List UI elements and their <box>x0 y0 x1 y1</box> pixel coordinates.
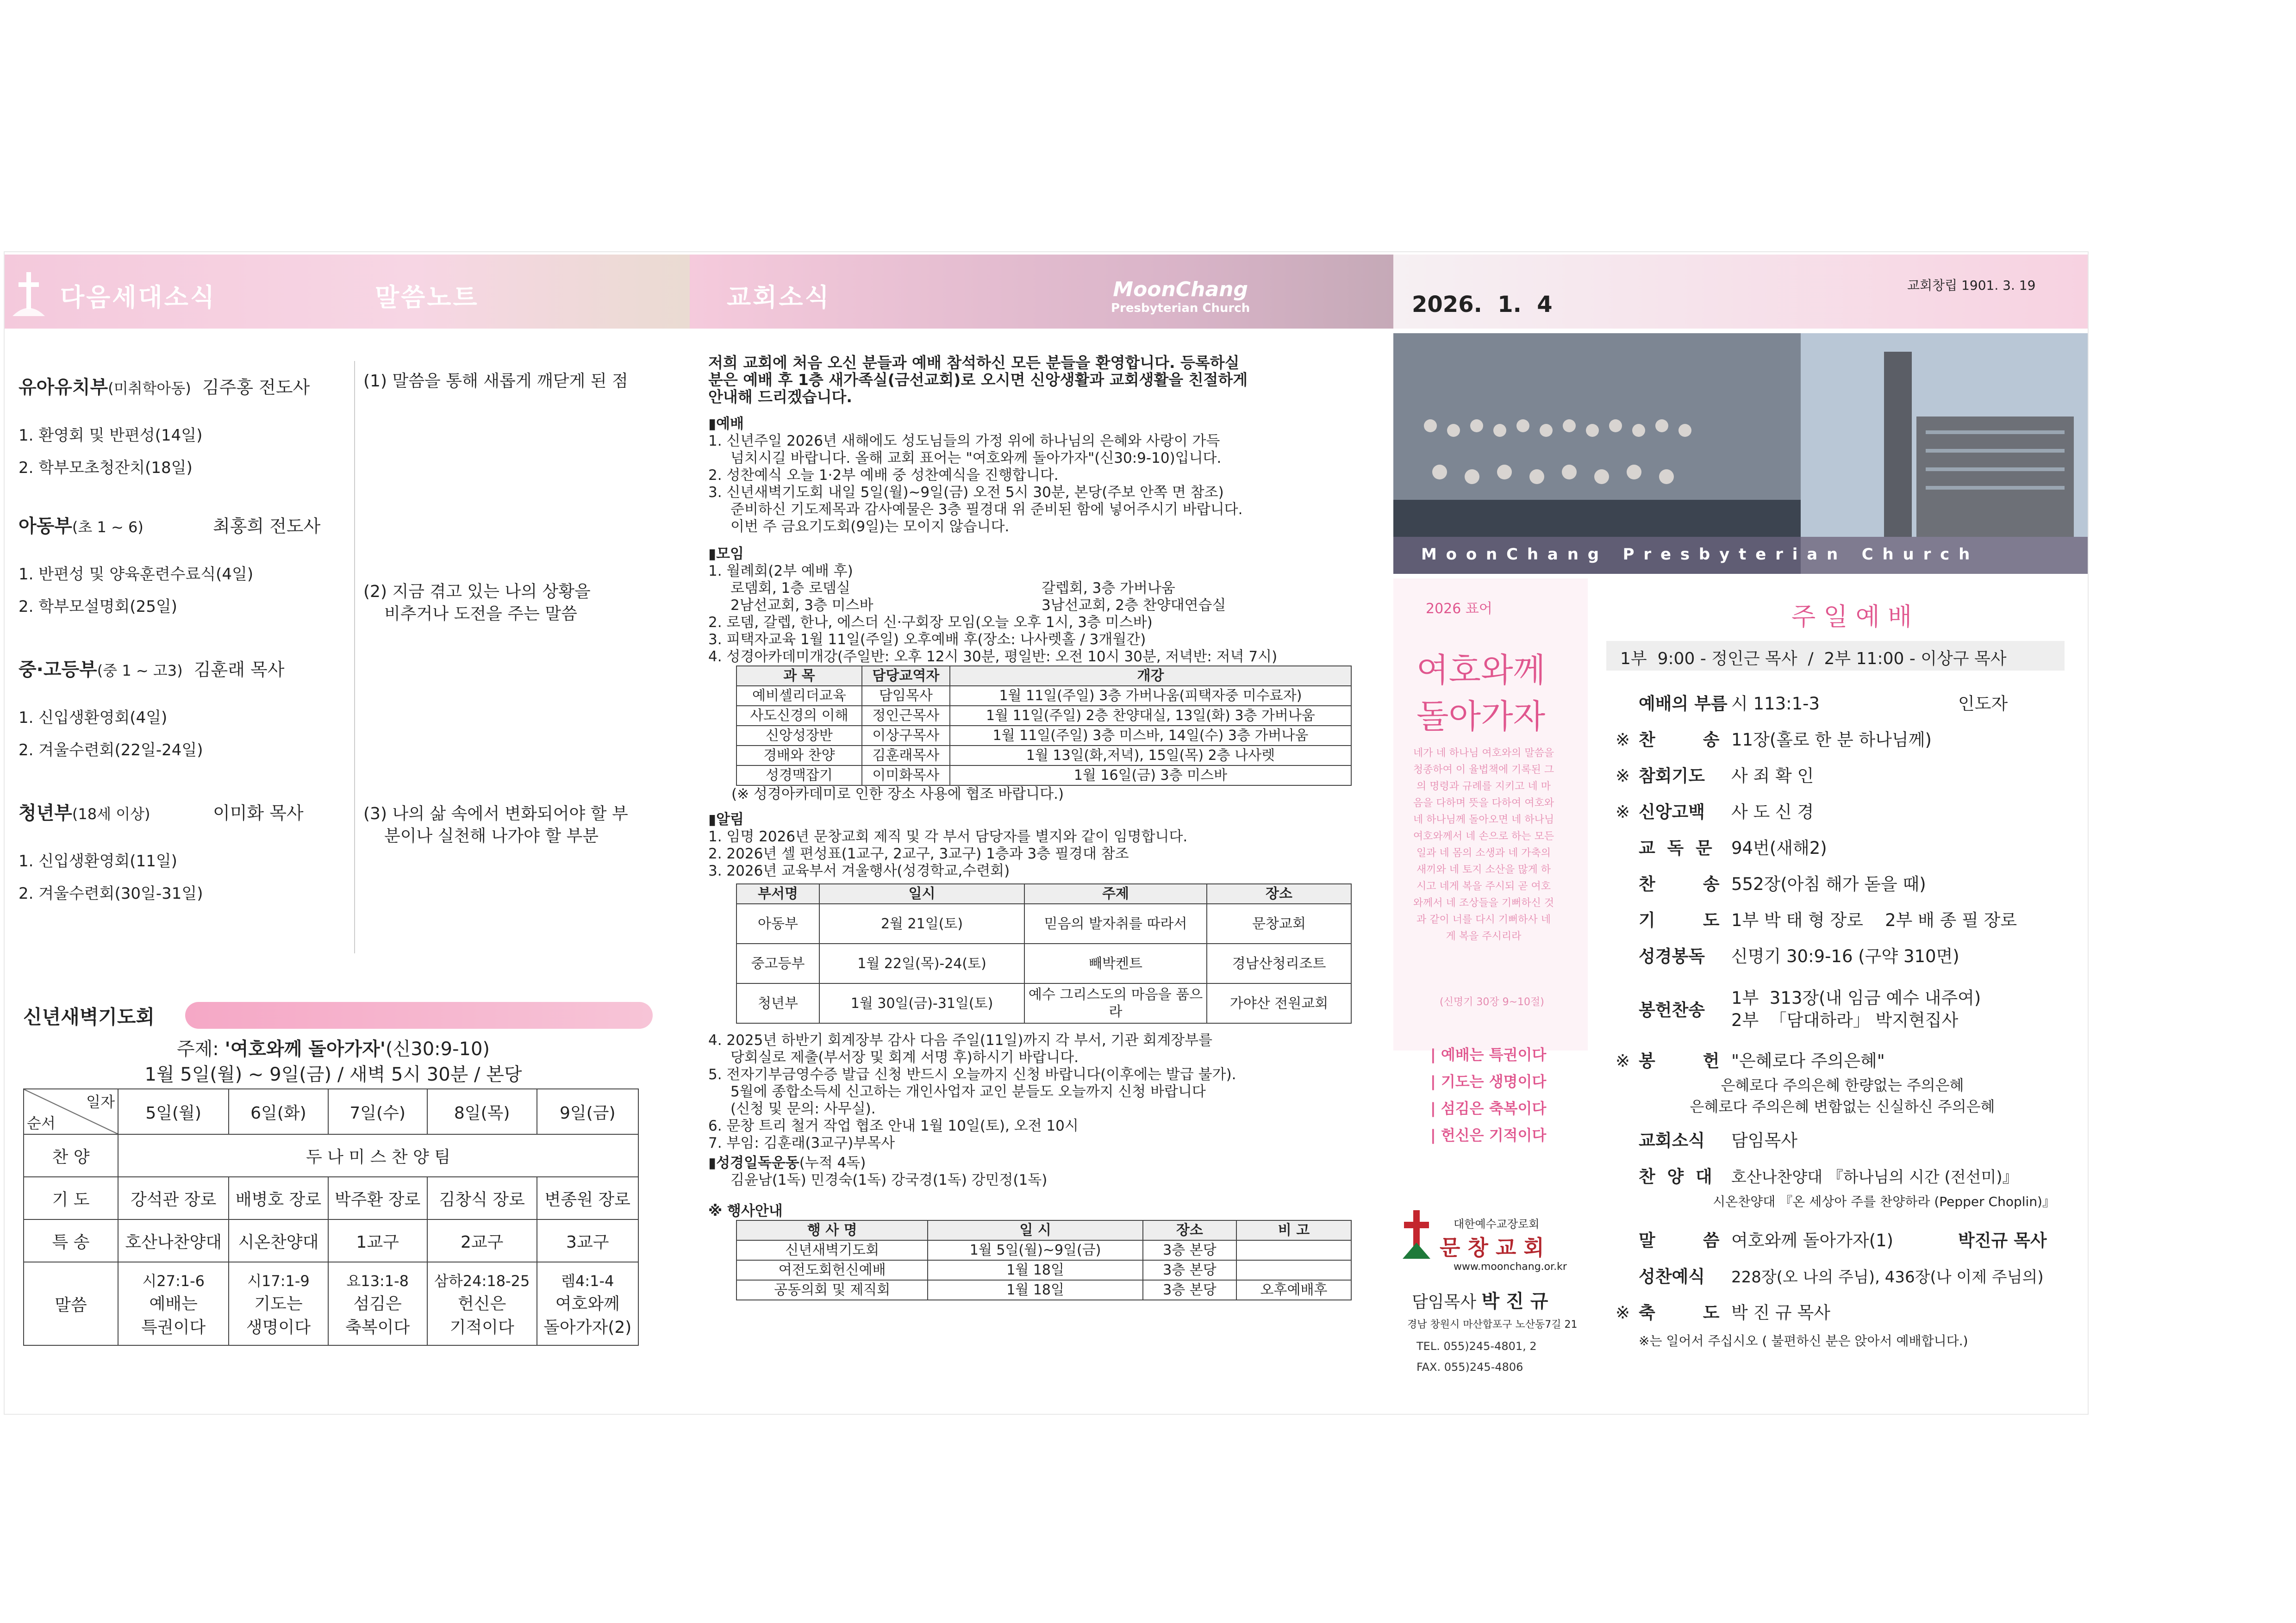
list-item: 2. 겨울수련회(30일-31일) <box>19 884 203 903</box>
sermon-note-2b: 비추거나 도전을 주는 말씀 <box>384 604 577 623</box>
academy-header: 담당교역자 <box>862 666 950 686</box>
worship-row: ※ 찬 송 11장(홀로 한 분 하나님께) <box>1616 730 1932 750</box>
church-tel: TEL. 055)245-4801, 2 <box>1416 1340 1537 1353</box>
edu-cell: 가야산 전원교회 <box>1207 983 1351 1023</box>
motto-title-2: 돌아가자 <box>1416 697 1546 736</box>
word-title: 섬김은 <box>353 1294 402 1313</box>
worship-row: ※ 참회기도 사 죄 확 인 <box>1616 766 1814 786</box>
motto-point: | 예배는 특권이다 <box>1430 1046 1547 1063</box>
event-cell <box>1236 1240 1351 1260</box>
dawn-prayer-table <box>23 1088 639 1346</box>
list-item: 2. 학부모설명회(25일) <box>19 597 177 616</box>
day-header: 5일(월) <box>118 1089 229 1134</box>
denomination: 대한예수교장로회 <box>1454 1218 1540 1231</box>
edu-header: 부서명 <box>736 884 819 904</box>
day-header: 9일(금) <box>537 1089 638 1134</box>
event-table <box>736 1220 1352 1300</box>
event-cell: 오후예배후 <box>1236 1280 1351 1300</box>
academy-cell: 예비셀리더교육 <box>736 686 862 706</box>
motto-point: | 섬김은 축복이다 <box>1430 1100 1547 1117</box>
event-header: 비 고 <box>1236 1220 1351 1240</box>
news-line: 1. 신년주일 2026년 새해에도 성도님들의 가정 위에 하나님의 은혜와 사랑이 가득 <box>708 433 1220 449</box>
news-line: 1. 월례회(2부 예배 후) <box>708 563 853 579</box>
worship-row: ※ 신앙고백 사 도 신 경 <box>1616 802 1814 822</box>
news-line: 3. 2026년 교육부서 겨울행사(성경학교,수련회) <box>708 863 1010 879</box>
motto-verse-ref: (신명기 30장 9~10절) <box>1440 996 1544 1008</box>
welcome-line: 저희 교회에 처음 오신 분들과 예배 참석하신 모든 분들을 환영합니다. 등록하실 <box>708 354 1240 372</box>
news-line: 2. 로뎀, 갈렙, 한나, 에스더 신·구회장 모임(오늘 오후 1시, 3층 미스바) <box>708 614 1153 631</box>
welcome-line: 분은 예배 후 1층 새가족실(금선교회)로 오시면 신앙생활과 교회생활을 친절하게 <box>708 371 1248 389</box>
corner-top: 일자 <box>86 1093 115 1111</box>
sermon-note-1: (1) 말씀을 통해 새롭게 깨닫게 된 점 <box>363 372 628 391</box>
event-cell: 1월 5일(월)~9일(금) <box>928 1240 1142 1260</box>
edu-header: 일시 <box>819 884 1024 904</box>
academy-header: 개강 <box>950 666 1351 686</box>
event-cell: 여전도회헌신예배 <box>736 1260 928 1280</box>
word-title: 축복이다 <box>345 1318 410 1337</box>
edu-cell: 2월 21일(토) <box>819 904 1024 944</box>
church-name: 문 창 교 회 <box>1440 1235 1544 1260</box>
worship-row: 성찬예식 228장(오 나의 주님), 436장(나 이제 주님의) <box>1639 1267 2044 1287</box>
day-header: 7일(수) <box>328 1089 427 1134</box>
motto-year: 2026 표어 <box>1426 601 1492 617</box>
academy-cell: 신앙성장반 <box>736 726 862 746</box>
news-line: 3. 피택자교육 1월 11일(주일) 오후예배 후(장소: 나사렛홀 / 3개월간) <box>708 631 1146 648</box>
edu-cell: 믿음의 발자취를 따라서 <box>1024 904 1207 944</box>
edu-cell: 예수 그리스도의 마음을 품으라 <box>1024 983 1207 1023</box>
prayer-cell: 변종원 장로 <box>537 1177 638 1219</box>
word-ref: 삼하24:18-25 <box>434 1272 530 1290</box>
edu-cell: 중고등부 <box>736 944 819 983</box>
brand-sub: Presbyterian Church <box>1111 301 1250 315</box>
meeting-news-head: ▮모임 <box>708 546 744 562</box>
prayer-cell: 김창식 장로 <box>427 1177 537 1219</box>
sermon-note-3: (3) 나의 삶 속에서 변화되어야 할 부 <box>363 804 628 823</box>
edu-header: 주제 <box>1024 884 1207 904</box>
row-label: 말씀 <box>24 1262 118 1345</box>
pastor-name: 박 진 규 <box>1481 1291 1548 1312</box>
worship-row: 교 독 문 94번(새해2) <box>1639 838 1827 858</box>
academy-cell: 1월 16일(금) 3층 미스바 <box>950 765 1351 785</box>
word-title: 여호와께 <box>555 1294 620 1313</box>
group-children <box>19 514 343 657</box>
group-name: 아동부 <box>19 516 72 537</box>
academy-table <box>736 665 1352 786</box>
news-line: 이번 주 금요기도회(9일)는 모이지 않습니다. <box>730 518 1010 535</box>
word-title: 예배는 <box>149 1294 198 1313</box>
academy-cell: 이미화목사 <box>862 765 950 785</box>
worship-row: 기 도 1부 박 태 형 장로 2부 배 종 필 장로 <box>1639 910 2017 930</box>
event-cell <box>1236 1260 1351 1280</box>
next-gen-column <box>19 375 343 939</box>
word-cell <box>229 1262 328 1345</box>
bible-reading-names: 김윤남(1독) 민경숙(1독) 강국경(1독) 강민정(1독) <box>730 1172 1048 1188</box>
academy-cell: 이상구목사 <box>862 726 950 746</box>
edu-cell: 빼박켄트 <box>1024 944 1207 983</box>
prayer-cell: 박주환 장로 <box>328 1177 427 1219</box>
pastor-line <box>1412 1287 1548 1313</box>
list-item: 2. 겨울수련회(22일-24일) <box>19 741 203 759</box>
academy-cell: 김훈래목사 <box>862 746 950 765</box>
news-line: 3. 신년새벽기도회 내일 5일(월)~9일(금) 오전 5시 30분, 본당(주보 안쪽 면 참조) <box>708 484 1224 501</box>
group-infant <box>19 375 343 514</box>
pastor-label: 담임목사 <box>1412 1293 1477 1312</box>
word-title: 생명이다 <box>246 1318 311 1337</box>
worship-times: 1부 9:00 - 정인근 목사 / 2부 11:00 - 이상구 목사 <box>1620 649 2007 668</box>
special-song-cell: 호산나찬양대 <box>118 1219 229 1262</box>
group-leader: 최홍희 전도사 <box>213 516 321 536</box>
academy-cell: 경배와 찬양 <box>736 746 862 765</box>
welcome-text <box>708 354 1375 405</box>
church-logo-icon <box>1400 1210 1433 1261</box>
word-cell <box>118 1262 229 1345</box>
news-line: 2. 2026년 셀 편성표(1교구, 2교구, 3교구) 1층과 3층 필경대 참조 <box>708 846 1129 862</box>
event-header: 장소 <box>1143 1220 1236 1240</box>
welcome-line: 안내해 드리겠습니다. <box>708 388 852 406</box>
sermon-note-2: (2) 지금 겪고 있는 나의 상황을 <box>363 582 591 601</box>
list-item: 1. 환영회 및 반편성(14일) <box>19 426 203 445</box>
academy-note: (※ 성경아카데미로 인한 장소 사용에 협조 바랍니다.) <box>731 786 1064 802</box>
event-cell: 1월 18일 <box>928 1280 1142 1300</box>
academy-cell: 1월 11일(주일) 2층 찬양대실, 13일(화) 3층 가버나움 <box>950 706 1351 726</box>
worship-news-head: ▮예배 <box>708 416 744 432</box>
motto-points <box>1430 1041 1546 1149</box>
group-leader: 이미화 목사 <box>213 803 304 823</box>
list-item: 1. 반편성 및 양육훈련수료식(4일) <box>19 565 254 584</box>
word-title: 기적이다 <box>449 1318 514 1337</box>
sermon-note-3b: 분이나 실천해 나가야 할 부분 <box>384 827 599 846</box>
prayer-cell: 배병호 장로 <box>229 1177 328 1219</box>
photo-caption: M o o n C h a n g P r e s b y t e r i a n C h u r c h <box>1421 545 1972 564</box>
word-cell <box>537 1262 638 1345</box>
prayer-cell: 강석관 장로 <box>118 1177 229 1219</box>
bulletin-date: 2026. 1. 4 <box>1412 292 1553 317</box>
news-line: 로뎀회, 1층 로뎀실 갈렙회, 3층 가버나움 <box>730 580 1175 597</box>
event-cell: 3층 본당 <box>1143 1260 1236 1280</box>
edu-cell: 청년부 <box>736 983 819 1023</box>
news-line: 4. 2025년 하반기 회계장부 감사 다음 주일(11일)까지 각 부서, 기관 회계장부를 <box>708 1032 1213 1049</box>
worship-row: 2부 「담대하라」 박지현집사 <box>1731 1010 1959 1030</box>
corner-cell <box>24 1089 118 1134</box>
worship-row: 성경봉독 신명기 30:9-16 (구약 310면) <box>1639 946 1959 966</box>
special-song-cell: 2교구 <box>427 1219 537 1262</box>
edu-cell: 1월 22일(목)-24(토) <box>819 944 1024 983</box>
academy-cell: 사도신경의 이해 <box>736 706 862 726</box>
brand-name: MoonChang <box>1113 278 1248 301</box>
group-leader: 김주홍 전도사 <box>202 377 310 398</box>
edu-cell: 1월 30일(금)-31일(토) <box>819 983 1024 1023</box>
row-label: 특 송 <box>24 1219 118 1262</box>
news-line: 7. 부임: 김훈래(3교구)부목사 <box>708 1135 895 1151</box>
edu-cell: 문창교회 <box>1207 904 1351 944</box>
event-header: 행 사 명 <box>736 1220 928 1240</box>
list-item: 1. 신입생환영회(11일) <box>19 852 177 871</box>
dawn-prayer-schedule: 1월 5일(월) ~ 9일(금) / 새벽 5시 30분 / 본당 <box>144 1064 522 1085</box>
praise-team: 두 나 미 스 찬 양 팀 <box>118 1134 638 1177</box>
row-label: 찬 양 <box>24 1134 118 1177</box>
academy-header: 과 목 <box>736 666 862 686</box>
group-name: 중·고등부 <box>19 659 97 680</box>
special-song-cell: 시온찬양대 <box>229 1219 328 1262</box>
news-line: 넘치시길 바랍니다. 올해 교회 표어는 "여호와께 돌아가자"(신30:9-10)입니다. <box>730 450 1222 466</box>
worship-row: 찬 송 552장(아침 해가 돋을 때) <box>1639 874 1926 894</box>
motto-title-1: 여호와께 <box>1416 651 1546 690</box>
event-cell: 공동의회 및 제직회 <box>736 1280 928 1300</box>
news-line: 준비하신 기도제목과 감사예물은 3층 필경대 위 준비된 함에 넣어주시기 바랍니다. <box>730 501 1243 518</box>
academy-cell: 정인근목사 <box>862 706 950 726</box>
list-item: 2. 학부모초청잔치(18일) <box>19 459 193 477</box>
news-line: 5. 전자기부금영수증 발급 신청 반드시 오늘까지 신청 바랍니다(이후에는 발급 불가). <box>708 1066 1236 1083</box>
offering-lyrics: 은혜로다 주의은혜 한량없는 주의은혜 은혜로다 주의은혜 변함없는 신실하신 주의은혜 <box>1690 1076 1995 1115</box>
group-leader: 김훈래 목사 <box>193 659 285 680</box>
founded-date: 교회창립 1901. 3. 19 <box>1907 278 2036 293</box>
church-news-column <box>708 354 1375 1300</box>
news-line: 6. 문창 트리 철거 작업 협조 안내 1월 10일(토), 오전 10시 <box>708 1118 1079 1134</box>
day-header: 8일(목) <box>427 1089 537 1134</box>
group-name: 청년부 <box>19 802 72 824</box>
bible-reading-head: ▮성경일독운동(누적 4독) <box>708 1155 866 1171</box>
special-song-cell: 3교구 <box>537 1219 638 1262</box>
word-cell <box>427 1262 537 1345</box>
worship-footnote: ※는 일어서 주십시오 ( 불편하신 분은 앉아서 예배합니다.) <box>1639 1333 1968 1349</box>
next-gen-title: 다음세대소식 <box>60 283 216 312</box>
group-sub: (미취학아동) <box>108 379 191 397</box>
event-guide-head: ※ 행사안내 <box>708 1203 783 1219</box>
worship-row: 예배의 부름 시 113:1-3 인도자 <box>1639 694 2008 714</box>
brand-logo <box>1111 278 1250 315</box>
motto-point: | 기도는 생명이다 <box>1430 1073 1547 1090</box>
dawn-prayer-title: 신년새벽기도회 <box>23 1006 155 1028</box>
worship-row: ※ 축 도 박 진 규 목사 <box>1616 1303 1830 1323</box>
academy-cell: 1월 13일(화,저녁), 15일(목) 2층 나사렛 <box>950 746 1351 765</box>
cross-icon <box>10 272 47 318</box>
word-title: 특권이다 <box>141 1318 206 1337</box>
church-news-title: 교회소식 <box>727 283 831 312</box>
news-line: 2남선교회, 3층 미스바 3남선교회, 2층 찬양대연습실 <box>730 597 1226 614</box>
event-cell: 1월 18일 <box>928 1260 1142 1280</box>
word-title: 기도는 <box>254 1294 303 1313</box>
corner-bottom: 순서 <box>27 1114 56 1132</box>
academy-cell: 1월 11일(주일) 3층 미스바, 14일(수) 3층 가버나움 <box>950 726 1351 746</box>
worship-row: 말 씀 여호와께 돌아가자(1) 박진규 목사 <box>1639 1231 2047 1250</box>
worship-row: 교회소식 담임목사 <box>1639 1131 1797 1150</box>
theme-ref: (신30:9-10) <box>386 1038 490 1060</box>
church-url: www.moonchang.or.kr <box>1454 1261 1567 1273</box>
group-sub: (18세 이상) <box>72 805 150 823</box>
word-title: 헌신은 <box>458 1294 506 1313</box>
row-label: 기 도 <box>24 1177 118 1219</box>
group-young-adult <box>19 801 343 939</box>
word-title: 돌아가자(2) <box>543 1318 632 1337</box>
dawn-prayer-bar <box>185 1002 653 1029</box>
word-ref: 시17:1-9 <box>247 1272 310 1290</box>
worship-row: ※ 봉 헌 "은혜로다 주의은혜" <box>1616 1051 1885 1071</box>
motto-point: | 헌신은 기적이다 <box>1430 1126 1547 1144</box>
edu-events-table <box>736 883 1352 1024</box>
motto-verse: 네가 네 하나님 여호와의 말씀을 청종하여 이 율법책에 기록된 그 의 명령과 규례를 지키고 네 마 음을 다하며 뜻을 다하여 여호와 네 하나님께 돌아오면 네 하나님 여호와께서 네 손으로 하는 모든 일과 네 몸의 소생과 네 가축의 새끼와 네 토지 소산을 많게 하 시고 네게 복을 주시되 곧 여호 와께서 네 조상들을 기뻐하신 것 과 같이 너를 다시 기뻐하사 네 게 복을 주시리라 <box>1413 747 1554 942</box>
word-ref: 요13:1-8 <box>346 1272 409 1290</box>
group-name: 유아유치부 <box>19 377 108 398</box>
news-line: 5월에 종합소득세 신고하는 개인사업자 교인 분들도 오늘까지 신청 바랍니다 <box>730 1083 1206 1100</box>
word-ref: 렘4:1-4 <box>561 1272 614 1290</box>
column-divider <box>354 361 355 953</box>
worship-row: 시온찬양대 『온 세상아 주를 찬양하라 (Pepper Choplin)』 <box>1713 1194 2055 1209</box>
word-ref: 시27:1-6 <box>142 1272 205 1290</box>
church-address: 경남 창원시 마산합포구 노산동7길 21 <box>1407 1319 1578 1331</box>
theme-prefix: 주제: <box>176 1038 225 1060</box>
academy-cell: 담임목사 <box>862 686 950 706</box>
worship-row: 봉헌찬송1부 313장(내 임금 예수 내주여) <box>1639 988 1981 1020</box>
news-line: 4. 성경아카데미개강(주일반: 오후 12시 30분, 평일반: 오전 10시 30분, 저녁반: 저녁 7시) <box>708 648 1278 665</box>
event-header: 일 시 <box>928 1220 1142 1240</box>
worship-row: 찬 양 대 호산나찬양대 『하나님의 시간 (전선미)』 <box>1639 1167 2018 1187</box>
list-item: 1. 신입생환영회(4일) <box>19 709 168 727</box>
news-line: 1. 임명 2026년 문창교회 제직 및 각 부서 담당자를 별지와 같이 임명합니다. <box>708 828 1188 845</box>
edu-header: 장소 <box>1207 884 1351 904</box>
academy-cell: 1월 11일(주일) 3층 가버나움(피택자중 미수료자) <box>950 686 1351 706</box>
sermon-note-title: 말씀노트 <box>375 283 479 312</box>
word-cell <box>328 1262 427 1345</box>
church-fax: FAX. 055)245-4806 <box>1416 1361 1523 1374</box>
worship-title: 주 일 예 배 <box>1791 602 1912 631</box>
news-line: 2. 성찬예식 오늘 1·2부 예배 중 성찬예식을 진행합니다. <box>708 467 1059 484</box>
worship-order <box>1616 690 2069 1349</box>
dawn-prayer-theme <box>0 1034 667 1061</box>
event-cell: 신년새벽기도회 <box>736 1240 928 1260</box>
edu-cell: 경남산청리조트 <box>1207 944 1351 983</box>
group-sub: (중 1 ~ 고3) <box>97 662 183 679</box>
news-line: 당회실로 제출(부서장 및 회계 서명 후)하시기 바랍니다. <box>730 1049 1079 1066</box>
day-header: 6일(화) <box>229 1089 328 1134</box>
edu-cell: 아동부 <box>736 904 819 944</box>
news-line: (신청 및 문의: 사무실). <box>730 1101 876 1117</box>
event-cell: 3층 본당 <box>1143 1280 1236 1300</box>
group-sub: (초 1 ~ 6) <box>72 518 144 536</box>
special-song-cell: 1교구 <box>328 1219 427 1262</box>
notice-head: ▮알림 <box>708 811 744 828</box>
academy-cell: 성경맥잡기 <box>736 765 862 785</box>
theme-text: '여호와께 돌아가자' <box>225 1038 386 1060</box>
group-youth <box>19 657 343 801</box>
event-cell: 3층 본당 <box>1143 1240 1236 1260</box>
